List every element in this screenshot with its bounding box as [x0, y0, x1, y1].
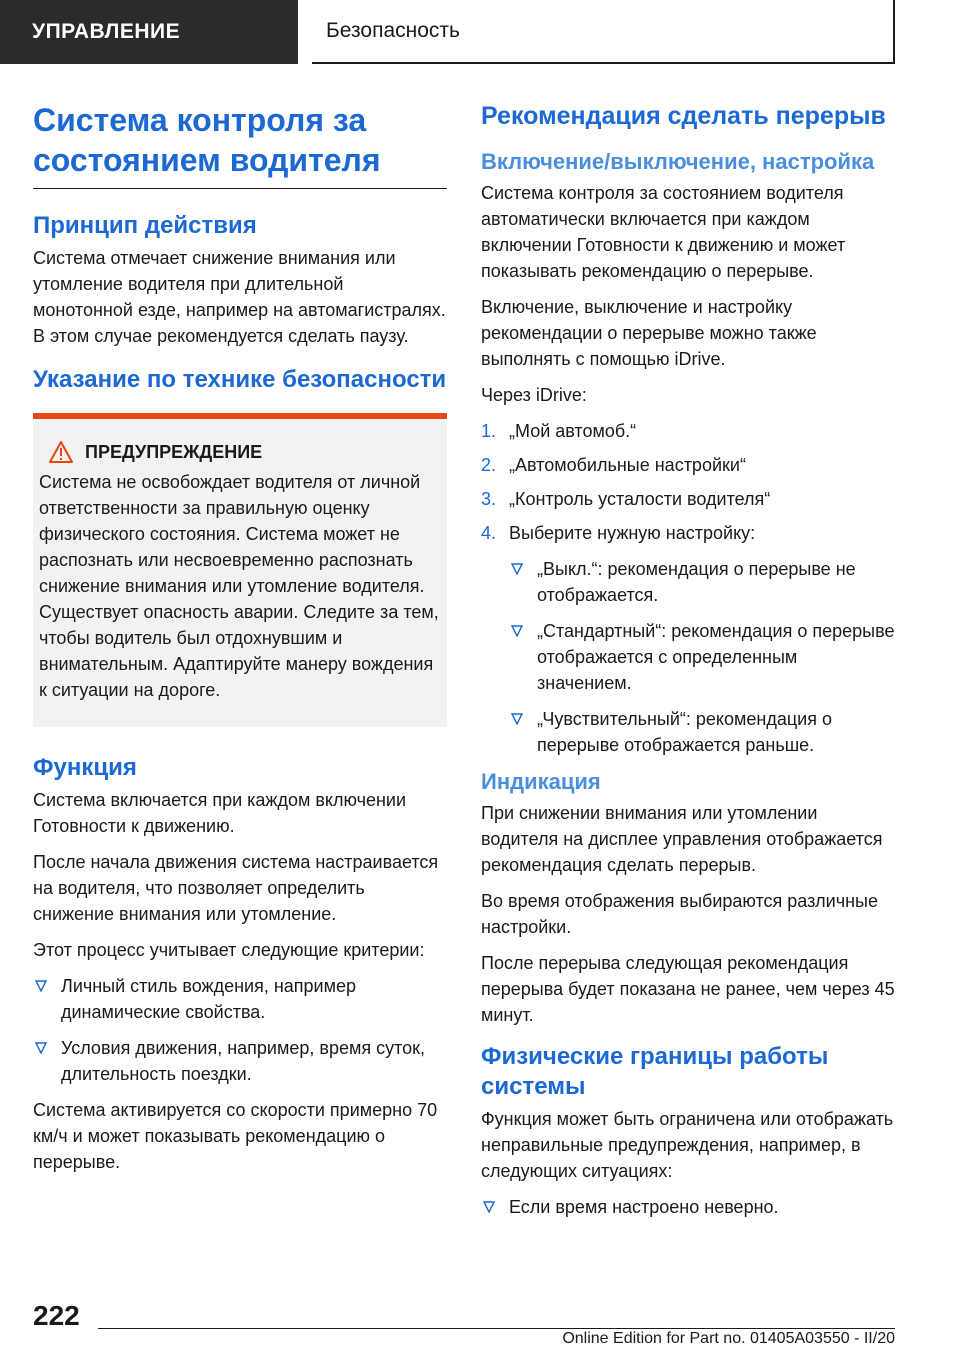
triangle-bullet-icon	[511, 713, 523, 725]
safety-heading: Указание по технике безопасности	[33, 366, 447, 393]
triangle-bullet-icon	[35, 1042, 47, 1054]
list-item: 3. „Контроль усталости водителя“	[481, 489, 771, 509]
page-number: 222	[33, 1300, 80, 1331]
header-topic: Безопасность	[312, 0, 895, 64]
list-item: „Выкл.“: рекомендация о перерыве не отображается.	[509, 556, 895, 608]
triangle-bullet-icon	[35, 980, 47, 992]
break-title: Рекомендация сделать перерыв	[481, 102, 886, 130]
warning-triangle-icon	[49, 441, 73, 463]
triangle-bullet-icon	[511, 563, 523, 575]
onoff-p3: Через iDrive:	[481, 385, 587, 405]
warning-header	[39, 441, 439, 463]
principle-heading: Принцип действия	[33, 212, 257, 239]
warning-box	[33, 413, 447, 727]
indication-heading: Индикация	[481, 769, 601, 794]
steps-list	[481, 418, 895, 758]
function-heading: Функция	[33, 754, 137, 781]
list-item: 2. „Автомобильные настройки“	[481, 455, 746, 475]
function-p3: Этот процесс учитывает следующие критерии:	[33, 940, 425, 960]
function-p2: После начала движения система настраивается на водителя, что позволяет определить снижение внимания или утомление.	[33, 852, 439, 924]
list-item: Условия движения, например, время суток, длительность поездки.	[33, 1035, 447, 1087]
indication-p1: При снижении внимания или утомлении водителя на дисплее управления отображается рекомендация сделать перерыв.	[481, 803, 883, 875]
warning-title: ПРЕДУПРЕЖДЕНИЕ	[85, 441, 263, 462]
indication-p2: Во время отображения выбираются различные настройки.	[481, 891, 878, 937]
options-list	[509, 556, 895, 758]
right-column	[481, 100, 895, 1230]
page-title: Система контроля за состоянием водителя	[33, 100, 447, 189]
warning-text: Система не освобождает водителя от личной ответственности за правильную оценку физического состояния. Система может не распознать или несвоевременно распознать снижение внимания или утомление водителя. Существует опасность аварии. Следите за тем, чтобы водитель был отдохнувшим и внимательным. Адаптируйте манеру вождения к ситуации на дороге.	[39, 472, 439, 700]
limits-heading: Физические границы работы системы	[481, 1043, 829, 1100]
onoff-p2: Включение, выключение и настройку рекомендации о перерыве можно также выполнять с помощью iDrive.	[481, 297, 817, 369]
function-p4: Система активируется со скорости примерно 70 км/ч и может показывать рекомендацию о перерыве.	[33, 1100, 438, 1172]
header-section: УПРАВЛЕНИЕ	[0, 0, 298, 64]
list-item: „Стандартный“: рекомендация о перерыве отображается с определенным значением.	[509, 618, 895, 696]
list-item: 4. Выберите нужную настройку: „Выкл.“: рекомендация о перерыве не отображается. „Стандартный“: рекомендация о перерыве отображается с определенным значением. „Чувствительный“: рекомендация о перерыве отображается раньше.	[481, 520, 895, 758]
principle-text: Система отмечает снижение внимания или утомление водителя при длительной монотонной езде, например на автомагистралях. В этом случае рекомендуется сделать паузу.	[33, 248, 446, 346]
triangle-bullet-icon	[483, 1201, 495, 1213]
footer-edition: Online Edition for Part no. 01405A03550 - II/20	[562, 1330, 895, 1347]
list-item: „Чувствительный“: рекомендация о перерыве отображается раньше.	[509, 706, 895, 758]
limits-list	[481, 1194, 895, 1220]
triangle-bullet-icon	[511, 625, 523, 637]
list-item: 1. „Мой автомоб.“	[481, 421, 637, 441]
left-column	[33, 100, 447, 1185]
limits-p1: Функция может быть ограничена или отображать неправильные предупреждения, например, в следующих ситуациях:	[481, 1109, 894, 1181]
function-p1: Система включается при каждом включении Готовности к движению.	[33, 790, 407, 836]
onoff-p1: Система контроля за состоянием водителя автоматически включается при каждом включении Готовности к движению и может показывать рекомендацию о перерыве.	[481, 183, 846, 281]
indication-p3: После перерыва следующая рекомендация перерыва будет показана не ранее, чем через 45 минут.	[481, 953, 895, 1025]
criteria-list	[33, 973, 447, 1087]
list-item: Если время настроено неверно.	[481, 1194, 895, 1220]
onoff-heading: Включение/выключение, настройка	[481, 149, 875, 174]
footer-divider	[98, 1328, 895, 1329]
list-item: Личный стиль вождения, например динамические свойства.	[33, 973, 447, 1025]
